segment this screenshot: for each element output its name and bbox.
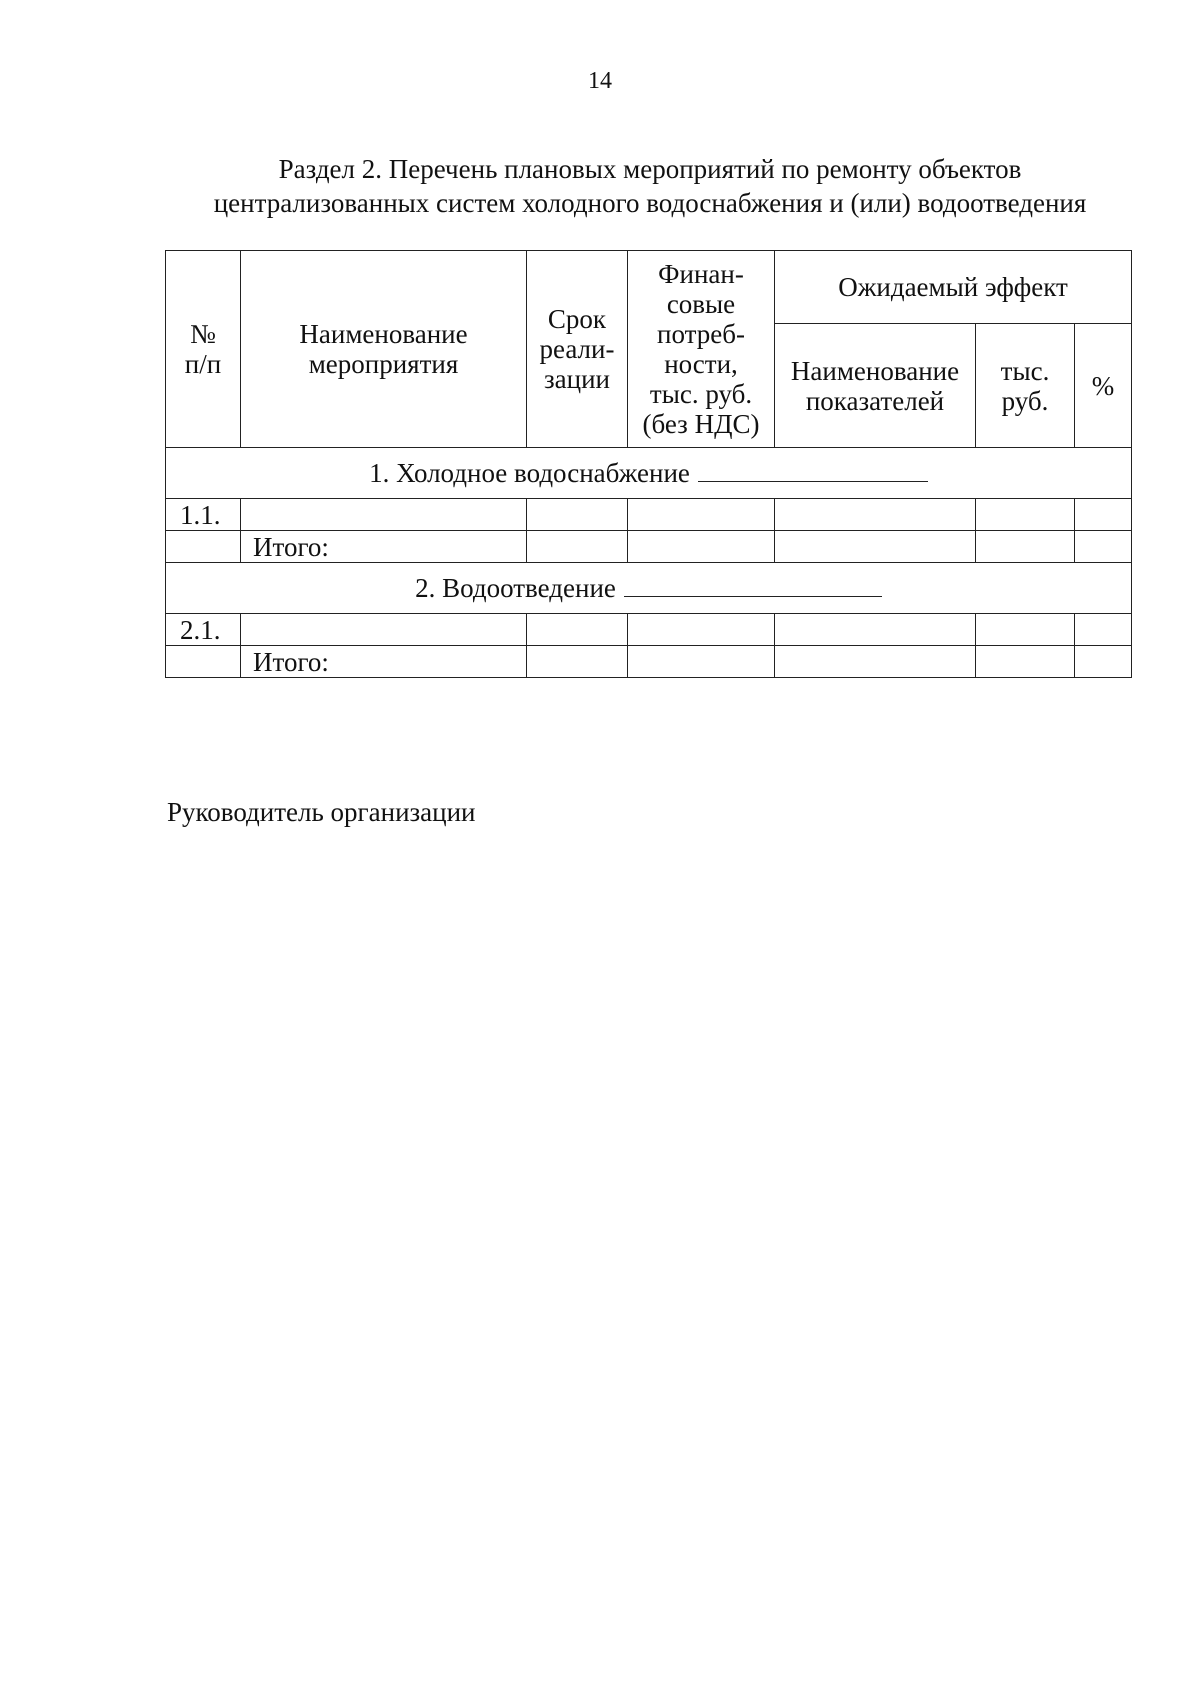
signature-label: Руководитель организации: [167, 797, 476, 827]
section-row-cold-water: [166, 448, 1132, 499]
empty-cell: [775, 614, 976, 646]
header-number: № п/п: [166, 251, 241, 448]
section-title-drainage: 2. Водоотведение: [415, 573, 616, 603]
section-cell-drainage: [166, 563, 1132, 614]
plan-table: [165, 250, 1132, 678]
empty-cell: [775, 646, 976, 678]
empty-cell: [1075, 499, 1132, 531]
section-title-cold-water: 1. Холодное водоснабжение: [369, 458, 690, 488]
empty-cell: [166, 646, 241, 678]
empty-cell: [775, 499, 976, 531]
empty-cell: [628, 646, 775, 678]
header-thousand-rub: тыс. руб.: [976, 324, 1075, 448]
empty-cell: [527, 499, 628, 531]
empty-cell: [976, 646, 1075, 678]
header-expected-effect: Ожидаемый эффект: [775, 251, 1132, 324]
empty-cell: [166, 531, 241, 563]
total-row: [166, 531, 1132, 563]
header-event-name: Наименование мероприятия: [241, 251, 527, 448]
row-number: 1.1.: [166, 499, 241, 531]
empty-cell: [241, 499, 527, 531]
total-label: Итого:: [241, 531, 527, 563]
empty-cell: [628, 531, 775, 563]
section-cell-cold-water: [166, 448, 1132, 499]
empty-cell: [241, 614, 527, 646]
row-number: 2.1.: [166, 614, 241, 646]
empty-cell: [976, 614, 1075, 646]
section-row-drainage: [166, 563, 1132, 614]
section-title-line-2: централизованных систем холодного водоснабжения и (или) водоотведения: [213, 188, 1087, 218]
empty-cell: [1075, 531, 1132, 563]
table-row: [166, 614, 1132, 646]
empty-cell: [976, 531, 1075, 563]
empty-cell: [1075, 614, 1132, 646]
fill-in-line: [624, 574, 882, 597]
header-term: Срок реали- зации: [527, 251, 628, 448]
section-title-line-1: Раздел 2. Перечень плановых мероприятий по ремонту объектов: [278, 154, 1022, 184]
empty-cell: [775, 531, 976, 563]
empty-cell: [628, 499, 775, 531]
empty-cell: [527, 646, 628, 678]
header-indicator-name: Наименование показателей: [775, 324, 976, 448]
header-row-1: [166, 251, 1132, 324]
page-number: 14: [588, 68, 612, 94]
fill-in-line: [698, 459, 928, 482]
table-row: [166, 499, 1132, 531]
total-row: [166, 646, 1132, 678]
header-percent: %: [1075, 324, 1132, 448]
empty-cell: [1075, 646, 1132, 678]
total-label: Итого:: [241, 646, 527, 678]
empty-cell: [628, 614, 775, 646]
section-title: [100, 152, 1200, 220]
header-finance: Финан- совые потреб- ности, тыс. руб. (без НДС): [628, 251, 775, 448]
empty-cell: [527, 614, 628, 646]
empty-cell: [527, 531, 628, 563]
empty-cell: [976, 499, 1075, 531]
